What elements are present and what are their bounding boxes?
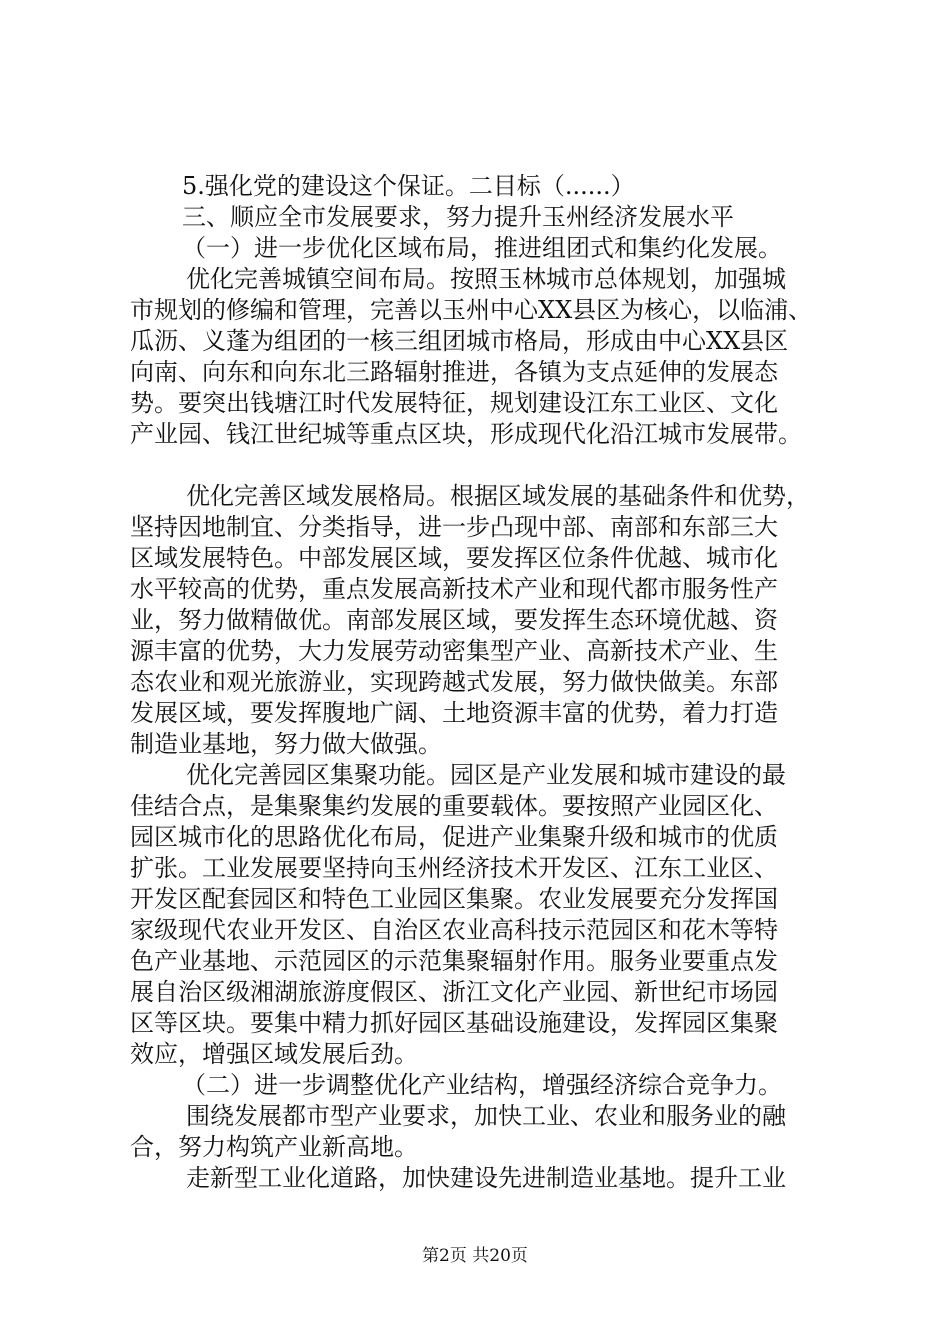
text-line: 优化完善城镇空间布局。按照玉林城市总体规划，加强城 — [186, 265, 786, 293]
section-heading: 三、顺应全市发展要求，努力提升玉州经济发展水平 — [182, 203, 734, 231]
text-line: 走新型工业化道路，加快建设先进制造业基地。提升工业 — [186, 1164, 786, 1192]
page-footer: 第2页 共20页 — [422, 1246, 528, 1266]
text-line: 区域发展特色。中部发展区域，要发挥区位条件优越、城市化 — [130, 544, 778, 572]
text-line: 开发区配套园区和特色工业园区集聚。农业发展要充分发挥国 — [130, 885, 778, 913]
text-line: 产业园、钱江世纪城等重点区块，形成现代化沿江城市发展带。 — [130, 420, 802, 448]
text-line: 源丰富的优势，大力发展劳动密集型产业、高新技术产业、生 — [130, 637, 778, 665]
text-line: 发展区域，要发挥腹地广阔、土地资源丰富的优势，着力打造 — [130, 699, 778, 727]
text-line: 扩张。工业发展要坚持向玉州经济技术开发区、江东工业区、 — [130, 854, 778, 882]
text-line: 向南、向东和向东北三路辐射推进，各镇为支点延伸的发展态 — [130, 358, 778, 386]
text-line: 园区城市化的思路优化布局，促进产业集聚升级和城市的优质 — [130, 823, 778, 851]
text-line: 色产业基地、示范园区的示范集聚辐射作用。服务业要重点发 — [130, 947, 778, 975]
text-line: 坚持因地制宜、分类指导，进一步凸现中部、南部和东部三大 — [130, 513, 778, 541]
text-line: 态农业和观光旅游业，实现跨越式发展，努力做快做美。东部 — [130, 668, 778, 696]
text-line: 佳结合点，是集聚集约发展的重要载体。要按照产业园区化、 — [130, 792, 778, 820]
paragraph-gap — [130, 450, 830, 481]
subsection-heading: （一）进一步优化区域布局，推进组团式和集约化发展。 — [182, 234, 782, 262]
document-body — [130, 171, 830, 1194]
text-line: 业，努力做精做优。南部发展区域，要发挥生态环境优越、资 — [130, 606, 778, 634]
subsection-heading: （二）进一步调整优化产业结构，增强经济综合竞争力。 — [182, 1071, 782, 1099]
text-line: 围绕发展都市型产业要求，加快工业、农业和服务业的融 — [186, 1102, 786, 1130]
text-line: 合，努力构筑产业新高地。 — [130, 1133, 418, 1161]
text-line: 5.强化党的建设这个保证。二目标（......） — [182, 172, 635, 200]
text-line: 瓜沥、义蓬为组团的一核三组团城市格局，形成由中心XX县区 — [130, 327, 789, 355]
text-line: 市规划的修编和管理，完善以玉州中心XX县区为核心，以临浦、 — [130, 296, 813, 324]
text-line: 效应，增强区域发展后劲。 — [130, 1040, 418, 1068]
text-line: 展自治区级湘湖旅游度假区、浙江文化产业园、新世纪市场园 — [130, 978, 778, 1006]
text-line: 势。要突出钱塘江时代发展特征，规划建设江东工业区、文化 — [130, 389, 778, 417]
text-line: 区等区块。要集中精力抓好园区基础设施建设，发挥园区集聚 — [130, 1009, 778, 1037]
text-line: 家级现代农业开发区、自治区农业高科技示范园区和花木等特 — [130, 916, 778, 944]
text-line: 优化完善园区集聚功能。园区是产业发展和城市建设的最 — [186, 761, 786, 789]
text-line: 制造业基地，努力做大做强。 — [130, 730, 442, 758]
text-line: 优化完善区域发展格局。根据区域发展的基础条件和优势， — [186, 482, 810, 510]
text-line: 水平较高的优势，重点发展高新技术产业和现代都市服务性产 — [130, 575, 778, 603]
